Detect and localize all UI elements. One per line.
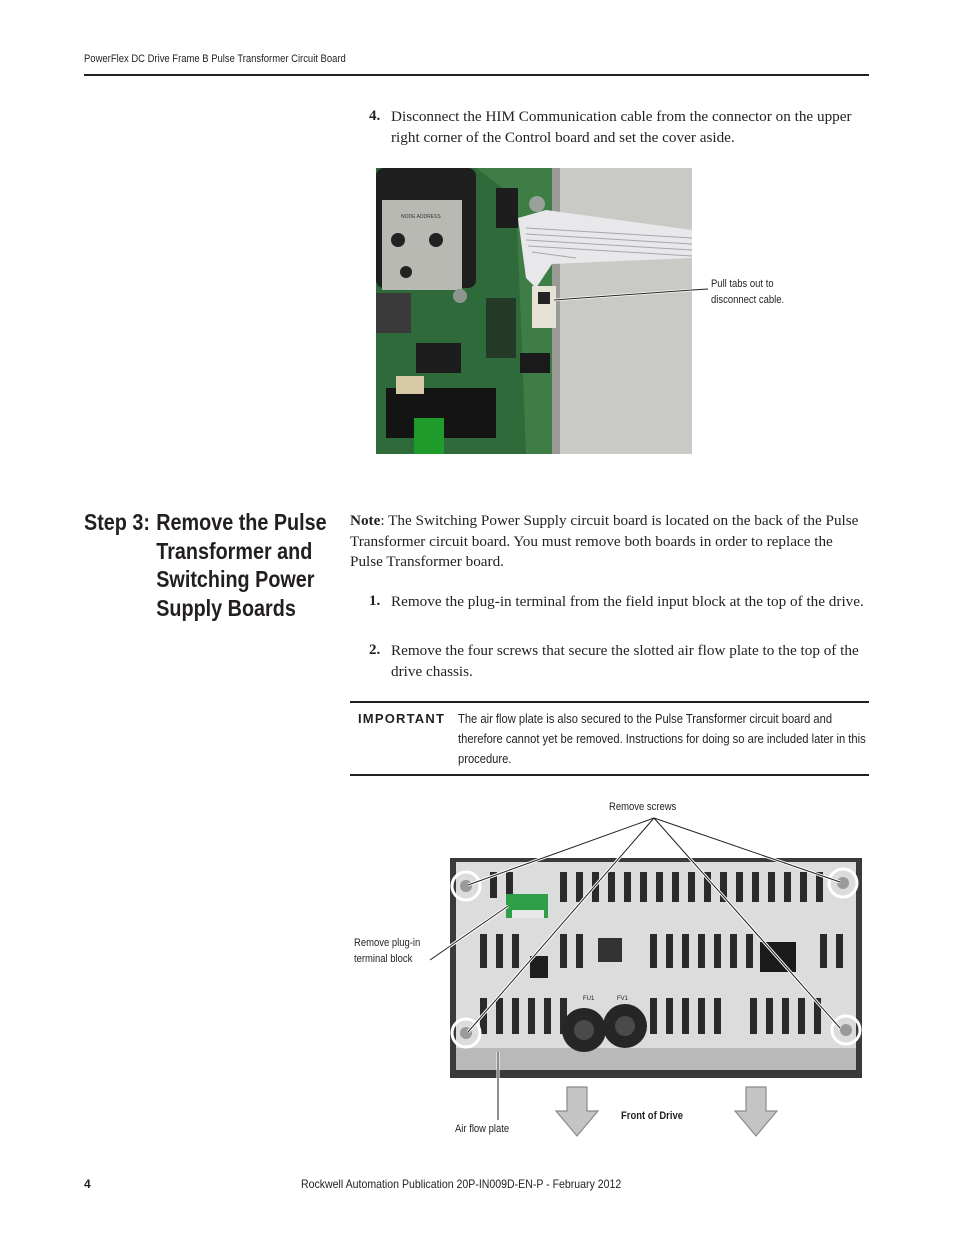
step-1-text: Remove the plug-in terminal from the field input block at the top of the drive. [391,593,864,610]
note-paragraph [350,511,869,573]
remove-screws-caption: Remove screws [609,801,677,813]
header-rule [84,74,869,76]
callout-leader-lines [376,168,716,454]
photo2-leader-lines [340,790,880,1150]
fuse-label-fv1: FV1 [617,996,629,1002]
note-text: : The Switching Power Supply circuit board is located on the back of the Pulse Transformer circuit board. You must remove both boards in order to replace the Pulse Transformer board. [350,512,859,570]
front-of-drive-caption: Front of Drive [621,1110,684,1122]
running-header: PowerFlex DC Drive Frame B Pulse Transformer Circuit Board [84,53,346,65]
step-4-number: 4. [369,108,381,124]
node-address-label: NODE ADDRESS [401,214,441,220]
step-2-text: Remove the four screws that secure the slotted air flow plate to the top of the drive chassis. [391,642,859,680]
publication-footer: Rockwell Automation Publication 20P-IN009D-EN-P - February 2012 [301,1177,622,1191]
pull-tabs-caption-line2: disconnect cable. [711,294,785,306]
pull-tabs-caption-line1: Pull tabs out to [711,278,774,290]
step-3-label: Step 3: [84,509,150,535]
plugin-terminal-caption-line2: terminal block [354,953,413,965]
arrow-down-icon [554,1086,600,1138]
important-text: The air flow plate is also secured to the Pulse Transformer circuit board and therefore cannot yet be removed. Instructions for doing so are included later in this procedure. [458,711,866,766]
step-4-text: Disconnect the HIM Communication cable from the connector on the upper right corner of the Control board and set the cover aside. [391,108,852,146]
fuse-label-fu1: FU1 [583,996,595,1002]
step-1-number: 1. [369,593,381,609]
step-2-number: 2. [369,642,381,658]
plugin-terminal-caption-line1: Remove plug-in [354,937,421,949]
important-box [350,701,869,776]
air-flow-plate-caption: Air flow plate [455,1123,510,1135]
important-label: IMPORTANT [358,711,446,726]
arrow-down-icon [733,1086,779,1138]
step-3-title: Remove the Pulse Transformer and Switching Power Supply Boards [156,509,327,621]
note-label: Note [350,512,381,529]
page-number: 4 [84,1177,91,1191]
